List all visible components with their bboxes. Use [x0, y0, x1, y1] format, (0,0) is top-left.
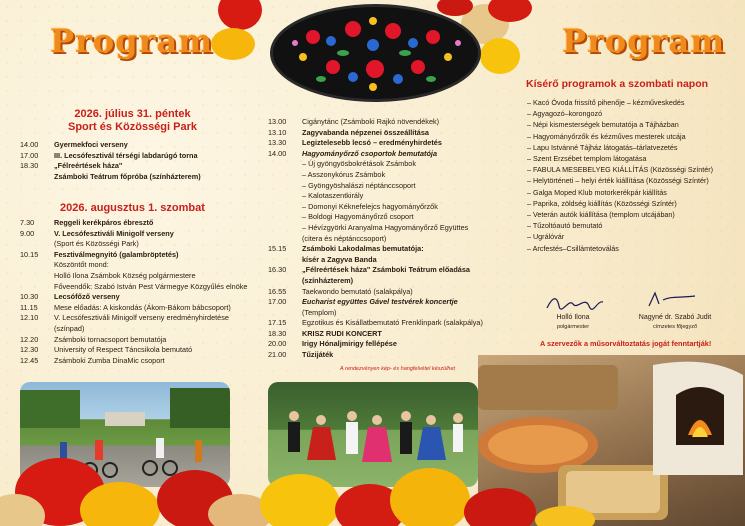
- day2-event: Reggeli kerékpáros ébresztő: [54, 218, 154, 227]
- left-program-title: Program: [50, 22, 214, 60]
- day1-row: [20, 172, 245, 183]
- day2-row: [20, 324, 245, 335]
- middle-row: [268, 350, 483, 361]
- middle-event: – Hévízgyörki Aranyalma Hagyományőrző Együttes: [302, 222, 469, 232]
- middle-event: – Kalotaszentkirály: [302, 191, 364, 201]
- right-program-title: Program: [562, 22, 726, 60]
- side-program-item: – Népi kismesterségek bemutatója a Tájházban: [527, 120, 679, 130]
- side-program-item: – Lapu Istvánné Tájház látogatás–tárlatvezetés: [527, 142, 678, 152]
- middle-row: [268, 170, 483, 181]
- day2-time: [20, 239, 54, 250]
- middle-event: Eucharist együttes Gável testvérek koncertje: [302, 297, 458, 307]
- day2-time: 10.30: [20, 292, 39, 302]
- middle-row: [268, 223, 483, 234]
- day2-event: Főveendők: Szabó István Pest Vármegye Közgyűlés elnöke: [54, 281, 248, 291]
- day2-row: [20, 271, 245, 282]
- side-program-item: – Szent Erzsébet templom látogatása: [527, 154, 647, 164]
- day2-event: V. Lecsófesztiváli Minigolf verseny: [54, 228, 174, 238]
- day2-event: Holló Ilona Zsámbok Község polgármestere: [54, 270, 196, 280]
- day2-row: [20, 229, 245, 240]
- day1-time: 17.00: [20, 150, 39, 160]
- middle-row: [268, 297, 483, 308]
- day2-time: 12.45: [20, 355, 39, 365]
- day1-event: Gyermekfoci verseny: [54, 140, 128, 149]
- day2-time: [20, 324, 54, 335]
- day2-time: 11.15: [20, 302, 38, 312]
- middle-section: [268, 117, 483, 361]
- day2-time: [20, 282, 54, 293]
- day2-time: 10.15: [20, 249, 39, 259]
- middle-row: [268, 202, 483, 213]
- day1-heading-date: 2026. július 31. péntek: [74, 108, 191, 120]
- side-program-item: – Kacó Óvoda frissítő pihenője – kézműveskedés: [527, 98, 685, 107]
- middle-time: 16.30: [268, 265, 287, 275]
- middle-event: „Félreértések háza" Zsámboki Teátrum előadása: [302, 265, 470, 275]
- middle-event: Zsámboki Lakodalmas bemutatója:: [302, 244, 424, 254]
- middle-event: – Boldogi Hagyományőrző csoport: [302, 212, 414, 222]
- day2-row: [20, 250, 245, 261]
- middle-event: – Domonyi Kéknefelejcs hagyományőrzők: [302, 201, 438, 211]
- day2-row: [20, 335, 245, 346]
- embroidery-ornament: [270, 4, 481, 102]
- side-program-list: [527, 97, 737, 254]
- middle-event: (citera és néptánccsoport): [302, 233, 387, 243]
- day2-row: [20, 303, 245, 314]
- middle-row: [268, 265, 483, 276]
- middle-row: [268, 191, 483, 202]
- signer1-role: polgármester: [556, 324, 590, 330]
- day2-event: Zsámboki Zumba DinaMic csoport: [54, 355, 165, 365]
- signer2-name: Nagyné dr. Szabó Judit: [638, 314, 712, 321]
- middle-event: kísér a Zagyva Banda: [302, 254, 377, 264]
- middle-event: Taekwondo bemutató (salakpálya): [302, 286, 413, 296]
- side-program-item: – Ugrálóvár: [527, 232, 565, 242]
- day1-heading-venue: Sport és Közösségi Park: [68, 121, 197, 133]
- middle-time: 17.15: [268, 318, 287, 328]
- day2-time: 9.00: [20, 228, 35, 238]
- middle-schedule: [268, 117, 483, 361]
- day2-time: 12.30: [20, 345, 39, 355]
- middle-event: Cigánytánc (Zsámboki Rajkó növendékek): [302, 117, 440, 126]
- day2-event: Mese előadás: A kiskondás (Ákom-Bákom bábcsoport): [54, 302, 231, 312]
- middle-row: [268, 159, 483, 170]
- middle-time: [268, 191, 302, 202]
- middle-time: [268, 202, 302, 213]
- day1-time: 18.30: [20, 161, 39, 171]
- day2-time: [20, 271, 54, 282]
- middle-row: [268, 339, 483, 350]
- middle-event: Egzotikus és Kisállatbemutató Frenklinpark (salakpálya): [302, 318, 483, 328]
- middle-row: [268, 318, 483, 329]
- side-program-item: – Paprika, zöldség kiállítás (Közösségi Színtér): [527, 198, 677, 208]
- middle-row: [268, 329, 483, 340]
- middle-row: [268, 138, 483, 149]
- signature-szabo-image: [645, 290, 700, 310]
- day2-event: University of Respect Táncsikola bemutató: [54, 345, 193, 355]
- side-program-item: – FABULA MESEBELYEG KIÁLLÍTÁS (Közösségi Színtér): [527, 165, 714, 175]
- day2-row: [20, 239, 245, 250]
- middle-row: [268, 117, 483, 128]
- day1-event: Zsámboki Teátrum főpróba (színházterem): [54, 171, 201, 181]
- day2-row: [20, 292, 245, 303]
- day2-event: Lecsófőző verseny: [54, 292, 120, 302]
- day2-event: (színpad): [54, 323, 85, 333]
- signature-hollo-image: [545, 294, 605, 312]
- day1-schedule: [20, 140, 245, 182]
- middle-time: 18.30: [268, 328, 287, 338]
- middle-row: [268, 287, 483, 298]
- day2-section: [20, 202, 248, 366]
- middle-row: [268, 244, 483, 255]
- day1-time: [20, 172, 54, 183]
- middle-time: 15.15: [268, 244, 287, 254]
- organizer-notice: A szervezők a műsorváltoztatás jogát fenntartják!: [540, 339, 712, 348]
- middle-event: – Új gyöngyösbokrétások Zsámbok: [302, 159, 416, 169]
- right-subtitle: Kísérő programok a szombati napon: [526, 78, 709, 90]
- middle-event: – Asszonykórus Zsámbok: [302, 169, 386, 179]
- middle-time: [268, 234, 302, 245]
- middle-row: [268, 276, 483, 287]
- middle-row: [268, 181, 483, 192]
- middle-time: 16.55: [268, 286, 287, 296]
- side-program-item: – Agyagozó–korongozó: [527, 109, 603, 119]
- middle-time: 17.00: [268, 297, 287, 307]
- day2-event: Zsámboki tornacsoport bemutatója: [54, 334, 167, 344]
- day2-row: [20, 345, 245, 356]
- day2-event: Köszöntőt mond:: [54, 260, 109, 270]
- middle-event: Zagyvabanda népzenei összeállítása: [302, 127, 429, 137]
- middle-time: 21.00: [268, 350, 287, 360]
- middle-time: 20.00: [268, 339, 287, 349]
- middle-time: [268, 308, 302, 319]
- side-program-item: – Tűzoltóautó bemutató: [527, 221, 603, 231]
- middle-row: [268, 234, 483, 245]
- day2-heading: 2026. augusztus 1. szombat: [60, 202, 205, 214]
- middle-event: Hagyományőrző csoportok bemutatója: [302, 148, 438, 158]
- day1-event: III. Lecsófesztivál térségi labdarúgó torna: [54, 150, 198, 160]
- middle-event: – Gyöngyöshalászi néptánccsoport: [302, 180, 416, 190]
- middle-time: [268, 212, 302, 223]
- middle-row: [268, 128, 483, 139]
- day1-row: [20, 161, 245, 172]
- middle-event: Irigy Hónaljmirigy fellépése: [302, 339, 397, 349]
- middle-event: Tűzijáték: [302, 350, 334, 360]
- side-program-item: – Arcfestés–Csillámtetoválás: [527, 243, 619, 253]
- signer1-name: Holló Ilona: [556, 314, 590, 321]
- middle-row: [268, 255, 483, 266]
- day2-event: (Sport és Közösségi Park): [54, 239, 139, 249]
- middle-row: [268, 212, 483, 223]
- middle-time: [268, 223, 302, 234]
- side-program-item: – Veterán autók kiállítása (templom utcájában): [527, 210, 675, 220]
- middle-time: [268, 159, 302, 170]
- day2-time: [20, 260, 54, 271]
- day2-row: [20, 260, 245, 271]
- day2-time: 12.10: [20, 313, 39, 323]
- side-program-item: – Helytörténeti – helyi érték kiállítása (Közösségi Színtér): [527, 176, 709, 186]
- middle-event: KRISZ RUDI KONCERT: [302, 328, 382, 338]
- middle-time: 13.30: [268, 138, 287, 148]
- middle-time: [268, 276, 302, 287]
- day1-event: „Félreértések háza": [54, 161, 123, 171]
- middle-time: 13.00: [268, 117, 287, 126]
- day2-row: [20, 218, 245, 229]
- recording-note: A rendezvényen kép- és hangfelvétel készülhet: [340, 366, 456, 372]
- day2-time: 12.20: [20, 334, 39, 344]
- middle-time: 14.00: [268, 148, 287, 158]
- middle-time: 13.10: [268, 127, 287, 137]
- middle-event: Legiztelesebb lecsó – eredményhirdetés: [302, 138, 442, 148]
- day2-schedule: [20, 218, 248, 366]
- vegetables-decoration-bottom: [0, 440, 745, 526]
- middle-time: [268, 255, 302, 266]
- day1-row: [20, 140, 245, 151]
- middle-row: [268, 149, 483, 160]
- day2-row: [20, 356, 245, 367]
- middle-time: [268, 181, 302, 192]
- middle-event: (színházterem): [302, 275, 354, 285]
- day2-row: [20, 281, 248, 293]
- day2-event: Fesztiválmegnyitó (galambröptetés): [54, 249, 179, 259]
- day2-time: 7.30: [20, 218, 35, 227]
- day2-row: [20, 313, 245, 324]
- middle-event: (Templom): [302, 307, 337, 317]
- day1-section: [20, 108, 245, 182]
- side-program-item: – Galga Moped Klub motorkerékpár kiállítás: [527, 187, 667, 197]
- day1-time: 14.00: [20, 140, 39, 149]
- day2-event: V. Lecsófesztiváli Minigolf verseny eredményhirdetése: [54, 313, 229, 323]
- middle-row: [268, 308, 483, 319]
- signer2-role: címzetes főjegyző: [652, 324, 698, 330]
- day1-row: [20, 151, 245, 162]
- side-program-item: – Hagyományőrzők és kézműves mesterek utcája: [527, 131, 686, 141]
- middle-time: [268, 170, 302, 181]
